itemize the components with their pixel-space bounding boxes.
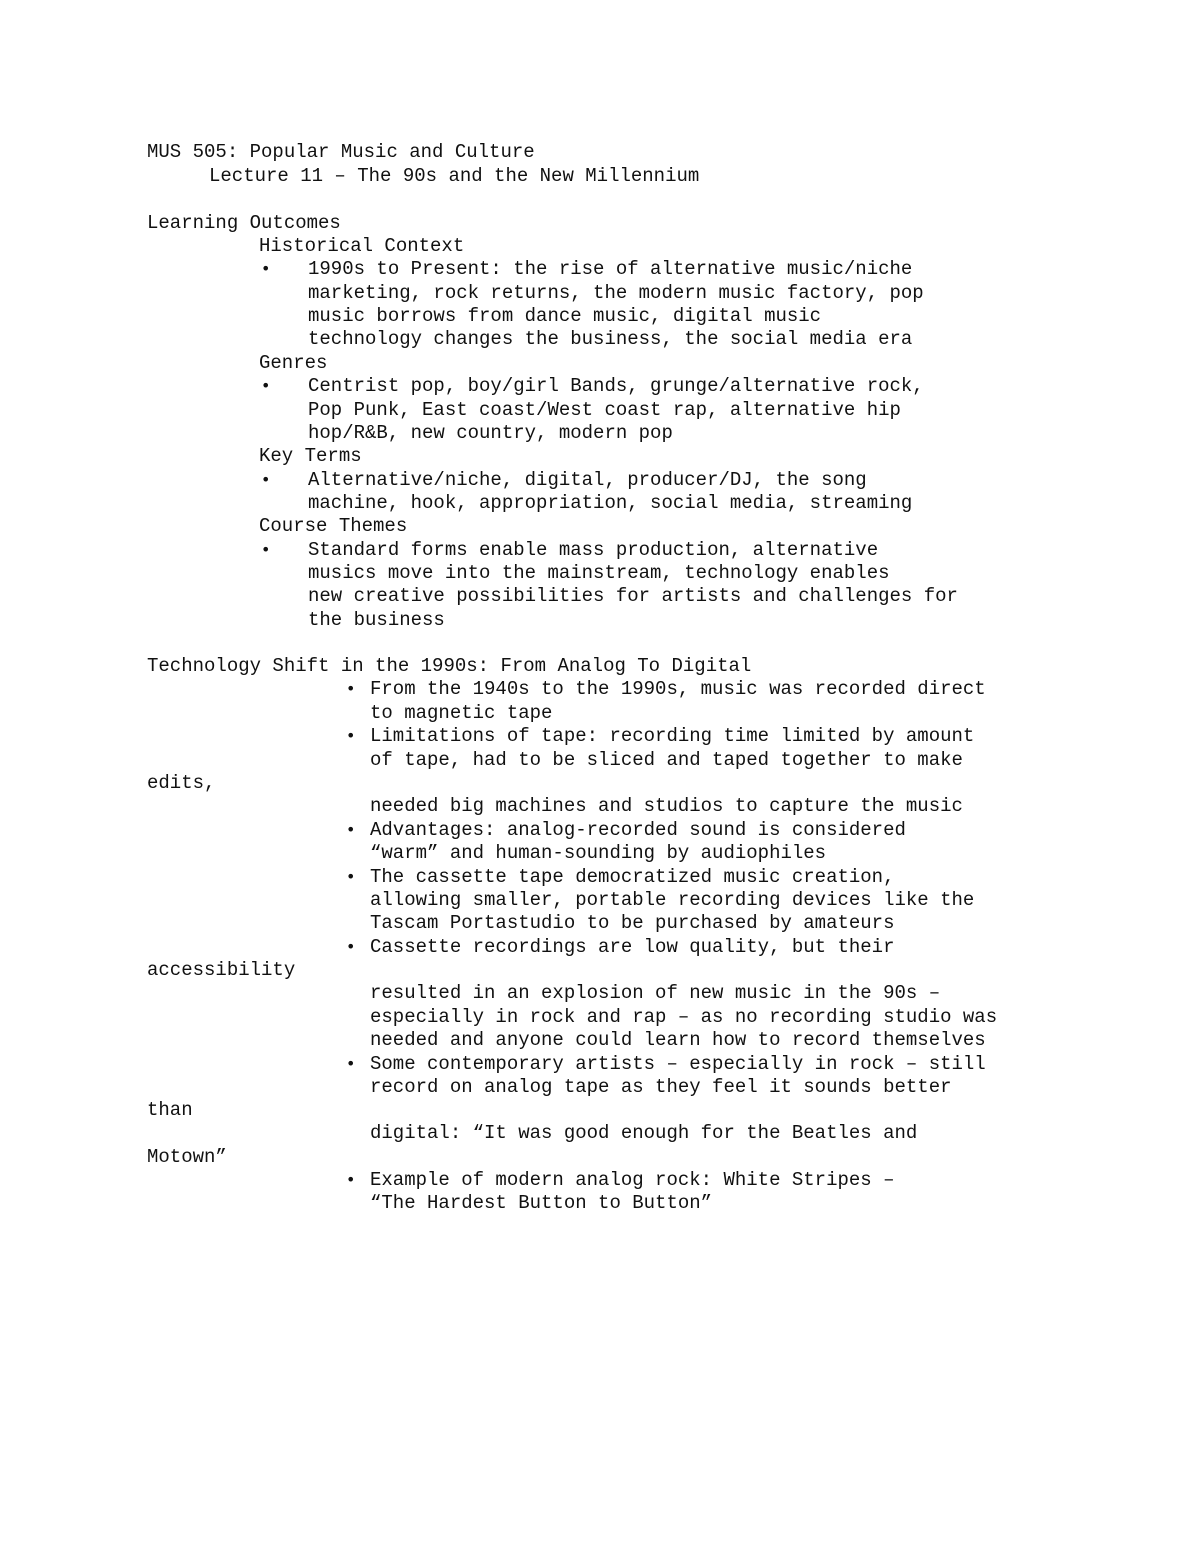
- bullet-icon: •: [346, 726, 356, 745]
- tech-bullet-line: digital: “It was good enough for the Beatles and: [370, 1122, 918, 1144]
- bullet-icon: •: [261, 540, 271, 559]
- historical-context-line: marketing, rock returns, the modern music factory, pop: [308, 282, 924, 304]
- tech-bullet-line-wrap: than: [147, 1099, 193, 1121]
- tech-bullet-line: Limitations of tape: recording time limited by amount: [370, 725, 975, 747]
- technology-shift-heading: Technology Shift in the 1990s: From Analog To Digital: [147, 655, 752, 677]
- genres-line: Pop Punk, East coast/West coast rap, alternative hip: [308, 399, 901, 421]
- tech-bullet-line-wrap: accessibility: [147, 959, 296, 981]
- tech-bullet-line: Tascam Portastudio to be purchased by amateurs: [370, 912, 895, 934]
- bullet-icon: •: [261, 259, 271, 278]
- course-themes-line: the business: [308, 609, 445, 631]
- genres-line: Centrist pop, boy/girl Bands, grunge/alternative rock,: [308, 375, 924, 397]
- tech-bullet-line: of tape, had to be sliced and taped together to make: [370, 749, 963, 771]
- tech-bullet-line: record on analog tape as they feel it sounds better: [370, 1076, 952, 1098]
- genres-heading: Genres: [259, 352, 328, 374]
- course-themes-heading: Course Themes: [259, 515, 408, 537]
- bullet-icon: •: [346, 867, 356, 886]
- bullet-icon: •: [346, 937, 356, 956]
- lecture-title: Lecture 11 – The 90s and the New Millennium: [209, 165, 700, 187]
- tech-bullet-line: needed and anyone could learn how to record themselves: [370, 1029, 986, 1051]
- historical-context-heading: Historical Context: [259, 235, 465, 257]
- course-themes-line: new creative possibilities for artists and challenges for: [308, 585, 958, 607]
- bullet-icon: •: [346, 679, 356, 698]
- key-terms-line: Alternative/niche, digital, producer/DJ, the song: [308, 469, 867, 491]
- tech-bullet-line-wrap: Motown”: [147, 1146, 227, 1168]
- learning-outcomes-heading: Learning Outcomes: [147, 212, 341, 234]
- tech-bullet-line: Example of modern analog rock: White Stripes –: [370, 1169, 895, 1191]
- bullet-icon: •: [261, 470, 271, 489]
- tech-bullet-line: to magnetic tape: [370, 702, 553, 724]
- tech-bullet-line: From the 1940s to the 1990s, music was recorded direct: [370, 678, 986, 700]
- tech-bullet-line: Some contemporary artists – especially in rock – still: [370, 1053, 986, 1075]
- key-terms-line: machine, hook, appropriation, social media, streaming: [308, 492, 913, 514]
- tech-bullet-line: needed big machines and studios to capture the music: [370, 795, 963, 817]
- bullet-icon: •: [346, 1170, 356, 1189]
- key-terms-heading: Key Terms: [259, 445, 362, 467]
- tech-bullet-line: especially in rock and rap – as no recording studio was: [370, 1006, 998, 1028]
- course-themes-line: musics move into the mainstream, technology enables: [308, 562, 890, 584]
- bullet-icon: •: [346, 820, 356, 839]
- tech-bullet-line: allowing smaller, portable recording devices like the: [370, 889, 975, 911]
- tech-bullet-line: “The Hardest Button to Button”: [370, 1192, 713, 1214]
- tech-bullet-line: Cassette recordings are low quality, but their: [370, 936, 895, 958]
- tech-bullet-line: “warm” and human-sounding by audiophiles: [370, 842, 827, 864]
- tech-bullet-line-wrap: edits,: [147, 772, 216, 794]
- course-themes-line: Standard forms enable mass production, alternative: [308, 539, 879, 561]
- bullet-icon: •: [346, 1054, 356, 1073]
- bullet-icon: •: [261, 376, 271, 395]
- genres-line: hop/R&B, new country, modern pop: [308, 422, 673, 444]
- tech-bullet-line: The cassette tape democratized music creation,: [370, 866, 895, 888]
- tech-bullet-line: Advantages: analog-recorded sound is considered: [370, 819, 906, 841]
- historical-context-line: 1990s to Present: the rise of alternative music/niche: [308, 258, 913, 280]
- tech-bullet-line: resulted in an explosion of new music in the 90s –: [370, 982, 941, 1004]
- course-title: MUS 505: Popular Music and Culture: [147, 141, 535, 163]
- historical-context-line: technology changes the business, the social media era: [308, 328, 913, 350]
- historical-context-line: music borrows from dance music, digital music: [308, 305, 822, 327]
